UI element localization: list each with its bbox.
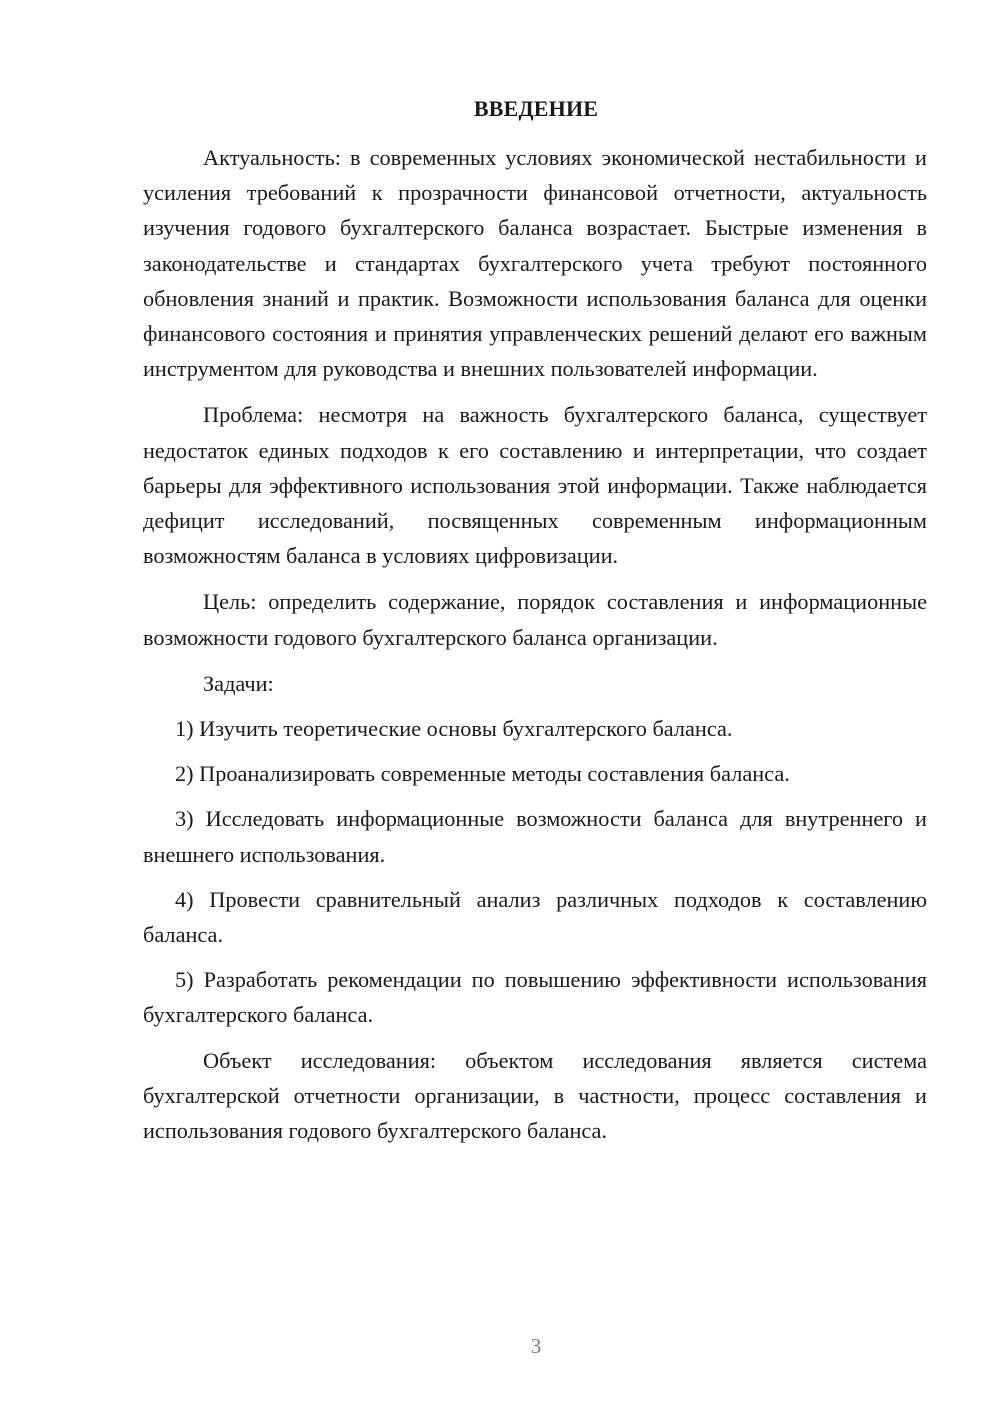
paragraph-research-object: Объект исследования: объектом исследования является система бухгалтерской отчетности организации, в частности, процесс составления и использования годового бухгалтерского баланса. [143,1047,927,1144]
list-item-task-1: 1) Изучить теоретические основы бухгалтерского баланса. [175,716,733,742]
list-item-task-2: 2) Проанализировать современные методы составления баланса. [175,761,790,787]
page-title: ВВЕДЕНИЕ [473,96,599,121]
paragraph-problem: Проблема: несмотря на важность бухгалтерского баланса, существует недостаток единых подходов к его составлению и интерпретации, что создает барьеры для эффективного использования этой информации. Также наблюдается дефицит исследований, посвященных современным информационным возможностям баланса в условиях цифровизации. [143,402,927,569]
list-item-task-5: 5) Разработать рекомендации по повышению эффективности использования бухгалтерского баланса. [143,967,927,1028]
paragraph-goal: Цель: определить содержание, порядок составления и информационные возможности годового бухгалтерского баланса организации. [143,589,927,650]
list-item-task-4: 4) Провести сравнительный анализ различных подходов к составлению баланса. [143,886,927,948]
page-number: 3 [530,1334,542,1358]
paragraph-tasks-heading: Задачи: [203,670,274,696]
list-item-task-3: 3) Исследовать информационные возможности баланса для внутреннего и внешнего использования. [143,806,927,867]
paragraph-relevance: Актуальность: в современных условиях экономической нестабильности и усиления требований к прозрачности финансовой отчетности, актуальность изучения годового бухгалтерского баланса возрастает. Быстрые изменения в законодательстве и стандартах бухгалтерского учета требуют постоянного обновления знаний и практик. Возможности использования баланса для оценки финансового состояния и принятия управленческих решений делают его важным инструментом для руководства и внешних пользователей информации. [143,145,927,382]
document-body [143,140,927,1148]
